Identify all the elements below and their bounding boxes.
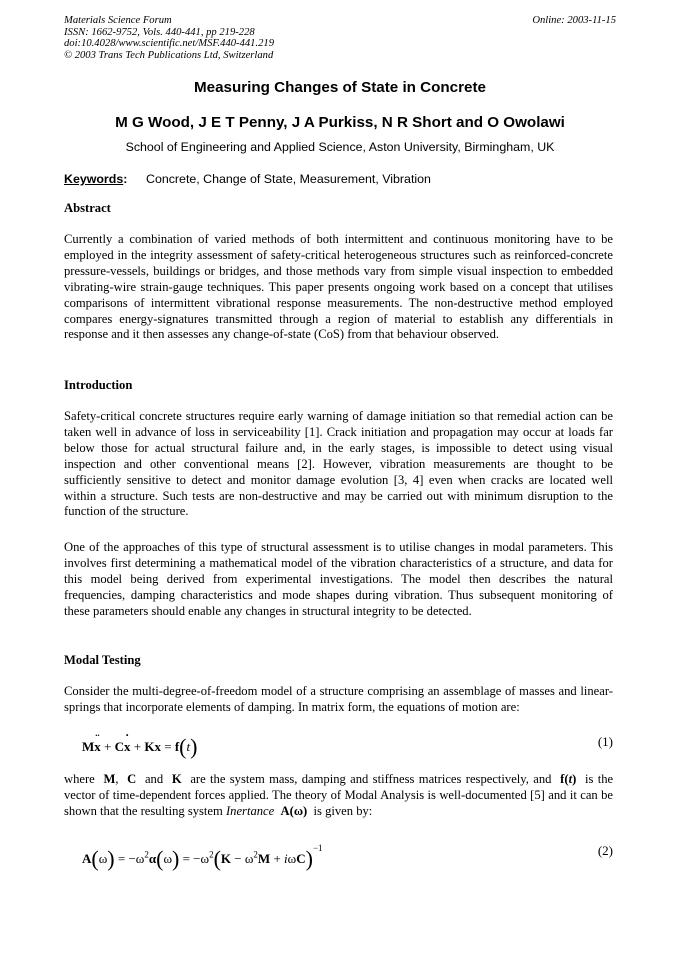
- journal-header: [64, 15, 616, 61]
- modal-testing-paragraph-1: Consider the multi-degree-of-freedom model of a structure comprising an assemblage of masses and linear-springs that incorporate elements of damping. In matrix form, the equations of motion are:: [64, 684, 613, 714]
- introduction-paragraph-1: Safety-critical concrete structures require early warning of damage initiation so that remedial action can be taken well in advance of loss in serviceability [1]. Crack initiation and propagation may occur at loads far below those for actual structural failure and, in the early stages, is impossible to detect using visual inspection and other conventional means [2]. However, vibration measurements are thought to be sufficiently sensitive to detect and monitor damage evolution [3, 4] even when cracks are located well within a structure. Such tests are non-destructive and may be carried out with minimum disruption to the function of the structure.: [64, 409, 613, 519]
- modal-testing-heading: Modal Testing: [64, 653, 141, 667]
- introduction-heading: Introduction: [64, 378, 133, 392]
- abstract-heading: Abstract: [64, 201, 111, 215]
- journal-name: Materials Science Forum: [64, 15, 172, 26]
- copyright-line: © 2003 Trans Tech Publications Ltd, Switzerland: [64, 49, 274, 61]
- keywords-value: Concrete, Change of State, Measurement, Vibration: [146, 172, 431, 186]
- keywords-line: [64, 172, 616, 186]
- introduction-paragraph-2: One of the approaches of this type of structural assessment is to utilise changes in modal parameters. This involves first determining a mathematical model of the vibration characteristics of a structure, and data for this model being derived from experimental investigations. The model then describes the natural frequencies, damping characteristics and mode shapes during vibration. Thus subsequent monitoring of these parameters should enable any changes in structural integrity to be detected.: [64, 540, 613, 618]
- modal-testing-paragraph-2: where M, C and K are the system mass, damping and stiffness matrices respectively, and f(t) is the vector of time-dependent forces applied. The theory of Modal Analysis is well-documented [5] and it can be shown that the resulting system Inertance A(ω) is given by:: [64, 772, 614, 818]
- online-date: Online: 2003-11-15: [532, 15, 616, 26]
- author-list: M G Wood, J E T Penny, J A Purkiss, N R Short and O Owolawi: [115, 114, 565, 131]
- keywords-colon: :: [123, 172, 128, 186]
- equation-2-number: (2): [597, 843, 613, 858]
- equation-2: [82, 843, 613, 872]
- issn-line: ISSN: 1662-9752, Vols. 440-441, pp 219-228: [64, 26, 255, 38]
- equation-2-body: $A(\omega) = -\omega^2\alpha(\omega) = -\omega^2(K - \omega^2M + i\omega C)^{-1}$: [82, 843, 323, 871]
- doi-line: doi:10.4028/www.scientific.net/MSF.440-441.219: [64, 38, 274, 50]
- equation-1-number: (1): [597, 734, 613, 749]
- abstract-text: Currently a combination of varied methods of both intermittent and continuous monitoring have to be employed in the integrity assessment of safety-critical heterogeneous structures such as reinforced-concrete pressure-vessels, buildings or bridges, and those methods vary from simple visual inspection to embedded vibrating-wire strain-gauge techniques. This paper presents ongoing work based on a concept that utilises comparisons of intermittent vibrational response measurements. The non-destructive method employed compares energy-signatures transmitted through a region of material to establish any differentials in response and it then assesses any change-of-state (CoS) from that behaviour observed.: [64, 232, 613, 342]
- keywords-label: Keywords: [64, 172, 124, 186]
- paper-title: Measuring Changes of State in Concrete: [194, 79, 486, 96]
- equation-1-body: M¨ x + C˙ x + Kx = f(t): [82, 739, 197, 754]
- equation-1: [82, 734, 613, 760]
- affiliation: School of Engineering and Applied Science, Aston University, Birmingham, UK: [125, 140, 555, 154]
